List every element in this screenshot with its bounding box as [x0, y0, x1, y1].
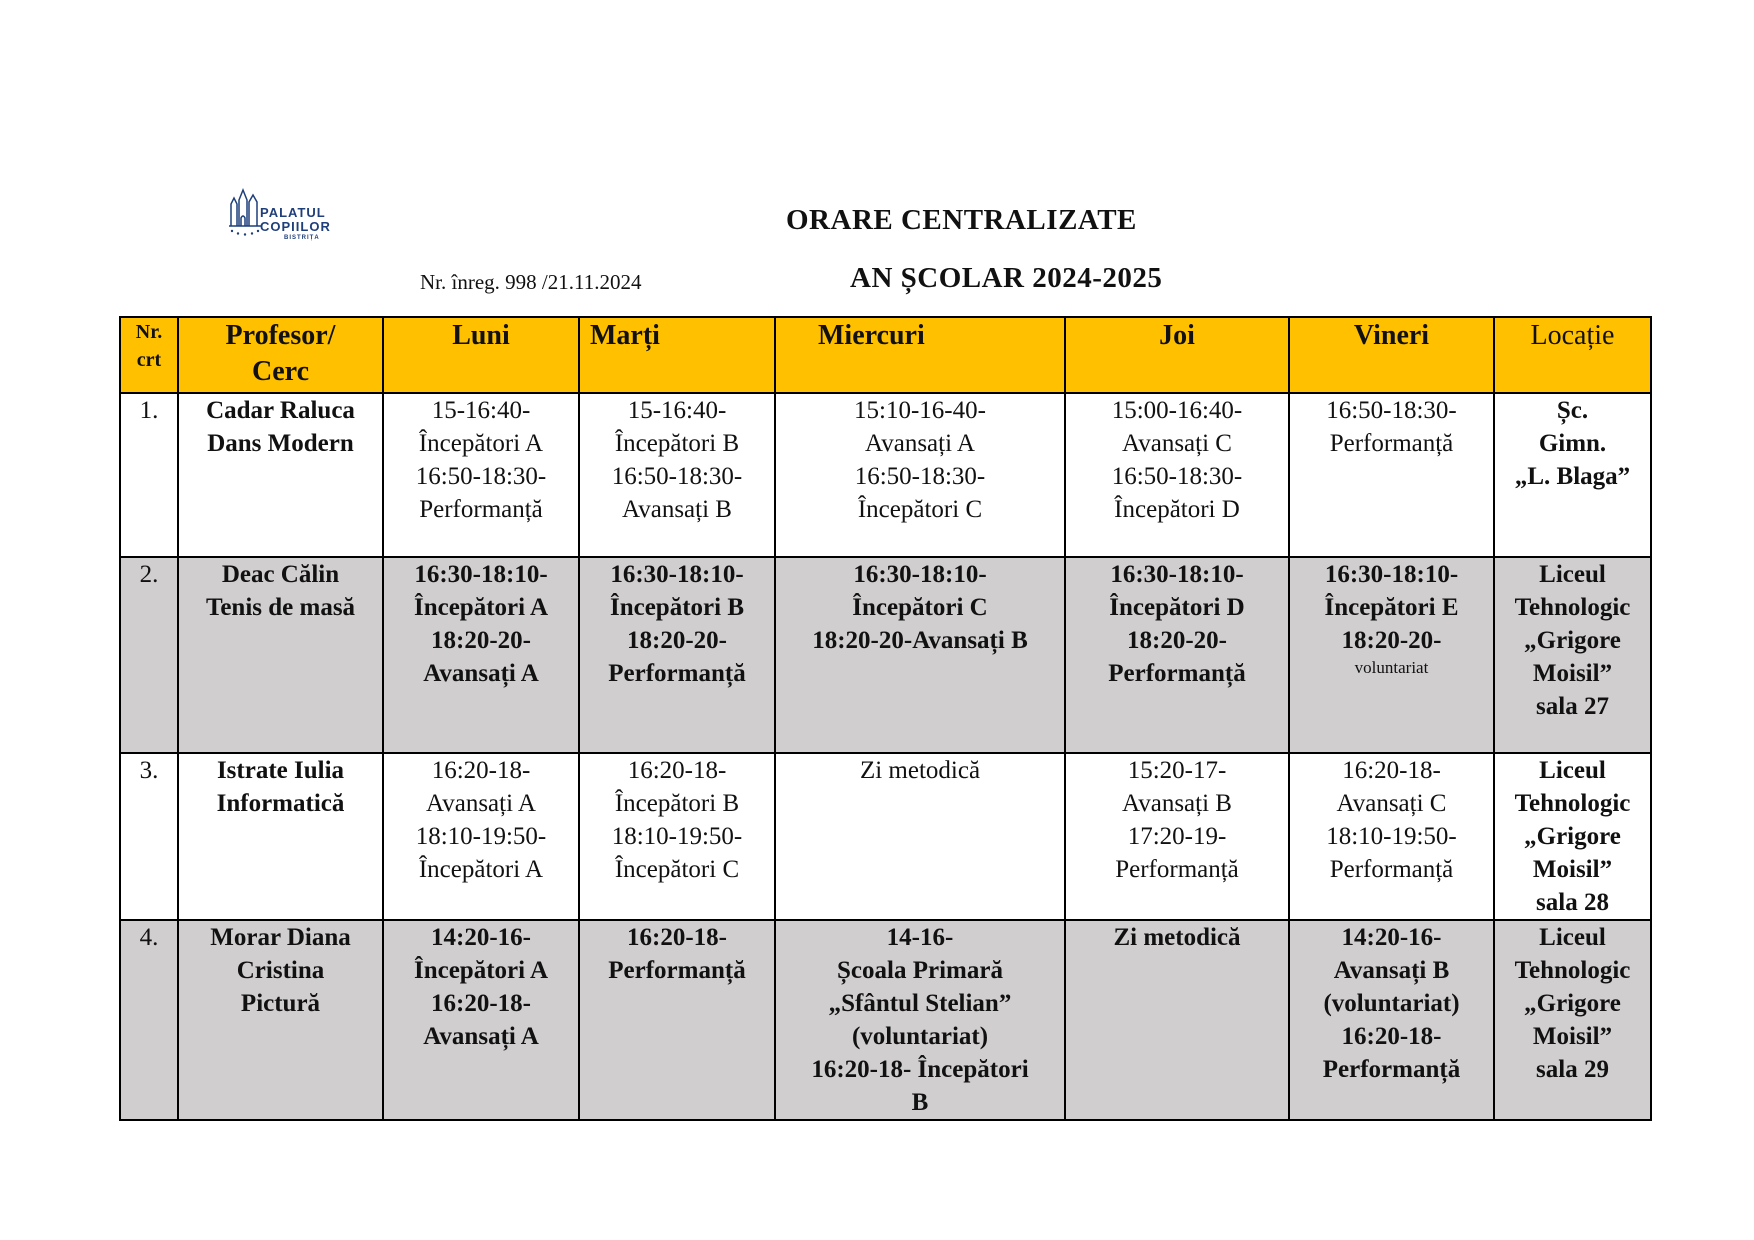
cell-professor-line: Cristina [236, 957, 325, 984]
cell-fri-line: 18:20-20- [1341, 627, 1442, 654]
cell-mon-line: 18:10-19:50- [415, 823, 547, 850]
col-header-nr-line2: crt [136, 349, 162, 371]
cell-fri [1289, 920, 1494, 1120]
cell-thu-line: Începători D [1109, 594, 1245, 621]
cell-tue [579, 753, 775, 920]
cell-location-line: „Grigore [1524, 823, 1621, 850]
cell-tue [579, 920, 775, 1120]
cell-mon-line: 16:30-18:10- [414, 561, 548, 588]
cell-tue-line: 16:20-18- [627, 757, 727, 784]
cell-professor-line: Dans Modern [207, 430, 354, 457]
cell-fri-line: 14:20-16- [1341, 924, 1442, 951]
cell-tue-line: 18:20-20- [627, 627, 727, 654]
cell-wed-line: 16:30-18:10- [853, 561, 987, 588]
cell-mon-line: 15-16:40- [431, 397, 531, 424]
cell-tue-line: Începători B [609, 594, 745, 621]
cell-wed-line: Școala Primară [837, 957, 1003, 984]
cell-fri [1289, 557, 1494, 753]
cell-tue-line: Avansați B [622, 496, 732, 523]
cell-professor-line: Tenis de masă [205, 594, 356, 621]
cell-fri-line: Avansați B [1333, 957, 1450, 984]
cell-location-line: Moisil” [1532, 856, 1613, 883]
cell-tue [579, 557, 775, 753]
cell-location-line: sala 29 [1536, 1056, 1609, 1083]
row-number: 4. [120, 920, 178, 1120]
cell-location-line: „Grigore [1524, 990, 1621, 1017]
cell-mon-line: 16:20-18- [431, 757, 531, 784]
cell-mon [383, 557, 579, 753]
cell-thu-line: Performanță [1108, 660, 1246, 687]
cell-location-line: Gimn. [1538, 430, 1607, 457]
cell-thu-line: Performanță [1115, 856, 1239, 883]
cell-wed-line: B [911, 1089, 929, 1116]
logo-line1: PALATUL [260, 205, 326, 220]
cell-mon-line: Începători A [418, 430, 544, 457]
cell-thu-line: Avansați C [1122, 430, 1232, 457]
cell-wed-line: „Sfântul Stelian” [828, 990, 1012, 1017]
cell-mon-line: Începători A [413, 957, 549, 984]
cell-location-line: Liceul [1539, 757, 1606, 784]
cell-professor [178, 753, 383, 920]
cell-fri-line: Începători E [1324, 594, 1459, 621]
cell-fri-line: 18:10-19:50- [1326, 823, 1457, 850]
row-number: 1. [120, 393, 178, 557]
header-row [120, 317, 1651, 393]
cell-location-line: sala 27 [1536, 693, 1609, 720]
cell-thu [1065, 753, 1289, 920]
cell-mon [383, 753, 579, 920]
cell-professor [178, 393, 383, 557]
page-subtitle: AN ȘCOLAR 2024-2025 [850, 262, 1163, 294]
cell-thu-line: 16:30-18:10- [1110, 561, 1244, 588]
table-row [120, 393, 1651, 557]
cell-mon-line: Începători A [413, 594, 549, 621]
cell-location [1494, 557, 1651, 753]
cell-fri-line: Performanță [1329, 856, 1454, 883]
col-header-nr-line1: Nr. [135, 321, 163, 343]
cell-professor-line: Cadar Raluca [206, 397, 355, 424]
cell-fri-line: Avansați C [1336, 790, 1447, 817]
cell-wed [775, 753, 1065, 920]
cell-wed-line: 16:50-18:30- [854, 463, 986, 490]
cell-tue-line: 18:10-19:50- [611, 823, 743, 850]
cell-mon-line: 16:50-18:30- [415, 463, 547, 490]
row-number: 2. [120, 557, 178, 753]
col-header-prof-line1: Profesor/ [225, 320, 336, 351]
cell-thu-line: 18:20-20- [1127, 627, 1227, 654]
cell-professor-line: Istrate Iulia [216, 757, 345, 784]
col-header-loc: Locație [1494, 317, 1651, 393]
col-header-thu: Joi [1065, 317, 1289, 393]
cell-thu-line: Zi metodică [1113, 924, 1241, 951]
table-row [120, 753, 1651, 920]
table-row [120, 920, 1651, 1120]
cell-fri-line: 16:20-18- [1341, 1023, 1442, 1050]
cell-professor-line: Informatică [216, 790, 345, 817]
col-header-mon: Luni [383, 317, 579, 393]
cell-wed-line: (voluntariat) [851, 1023, 989, 1050]
cell-tue-line: Performanță [608, 957, 746, 984]
cell-thu-line: 16:50-18:30- [1111, 463, 1243, 490]
cell-fri [1289, 393, 1494, 557]
cell-mon-line: Avansați A [426, 790, 536, 817]
cell-wed-line: 14-16- [886, 924, 954, 951]
logo [228, 186, 358, 252]
cell-mon-line: Începători A [418, 856, 544, 883]
cell-tue-line: Începători B [614, 790, 740, 817]
cell-wed-line: Începători C [857, 496, 983, 523]
cell-mon-line: 18:20-20- [431, 627, 531, 654]
col-header-wed: Miercuri [775, 317, 1065, 393]
cell-wed-line: 15:10-16-40- [854, 397, 986, 424]
schedule-table [119, 316, 1652, 1121]
cell-professor [178, 557, 383, 753]
col-header-nr [120, 317, 178, 393]
cell-tue-line: 15-16:40- [627, 397, 727, 424]
table-row [120, 557, 1651, 753]
cell-fri-line: (voluntariat) [1323, 990, 1460, 1017]
cell-professor [178, 920, 383, 1120]
cell-thu [1065, 920, 1289, 1120]
cell-professor-line: Pictură [240, 990, 321, 1017]
cell-professor-line: Morar Diana [210, 924, 351, 951]
cell-wed-line: Începători C [852, 594, 988, 621]
cell-mon [383, 920, 579, 1120]
cell-location-line: Liceul [1539, 561, 1606, 588]
cell-thu [1065, 393, 1289, 557]
cell-fri-line: 16:50-18:30- [1326, 397, 1457, 424]
cell-tue-line: 16:20-18- [627, 924, 727, 951]
cell-thu-line: 15:20-17- [1127, 757, 1227, 784]
cell-location-line: Tehnologic [1514, 957, 1631, 984]
cell-location [1494, 753, 1651, 920]
cell-fri-line: Performanță [1329, 430, 1454, 457]
cell-wed-line: 18:20-20-Avansați B [812, 627, 1028, 654]
cell-location-line: Moisil” [1532, 660, 1613, 687]
cell-location-line: „Grigore [1524, 627, 1621, 654]
registration-number: Nr. înreg. 998 /21.11.2024 [420, 270, 642, 294]
cell-location-line: Liceul [1539, 924, 1606, 951]
cell-mon-line: 16:20-18- [431, 990, 531, 1017]
cell-wed [775, 920, 1065, 1120]
cell-fri-line: Performanță [1322, 1056, 1461, 1083]
cell-location-line: Tehnologic [1514, 594, 1631, 621]
cell-wed [775, 393, 1065, 557]
cell-thu [1065, 557, 1289, 753]
cell-location-line: Șc. [1556, 397, 1589, 424]
col-header-fri: Vineri [1289, 317, 1494, 393]
cell-professor-line: Deac Călin [221, 561, 340, 588]
cell-wed-line: 16:20-18- Începători [811, 1056, 1029, 1083]
cell-tue-line: Începători B [614, 430, 740, 457]
cell-mon-line: 14:20-16- [431, 924, 531, 951]
col-header-prof [178, 317, 383, 393]
castle-icon [228, 186, 262, 236]
cell-tue-line: 16:50-18:30- [611, 463, 743, 490]
cell-location [1494, 920, 1651, 1120]
cell-mon-line: Performanță [419, 496, 543, 523]
cell-thu-line: 15:00-16:40- [1111, 397, 1243, 424]
cell-thu-line: 17:20-19- [1127, 823, 1227, 850]
cell-fri-line: 16:20-18- [1342, 757, 1441, 784]
cell-fri [1289, 753, 1494, 920]
cell-wed-line: Avansați A [865, 430, 975, 457]
cell-location-line: Tehnologic [1514, 790, 1631, 817]
cell-fri-line: 16:30-18:10- [1324, 561, 1459, 588]
page-title: ORARE CENTRALIZATE [786, 204, 1137, 236]
cell-mon-line: Avansați A [423, 1023, 539, 1050]
col-header-prof-line2: Cerc [252, 356, 309, 387]
col-header-tue: Marți [579, 317, 775, 393]
cell-mon-line: Avansați A [423, 660, 539, 687]
cell-tue [579, 393, 775, 557]
cell-wed [775, 557, 1065, 753]
cell-tue-line: Începători C [614, 856, 740, 883]
cell-location [1494, 393, 1651, 557]
cell-location-line: Moisil” [1532, 1023, 1613, 1050]
cell-wed-line: Zi metodică [859, 757, 981, 784]
cell-tue-line: Performanță [608, 660, 746, 687]
cell-thu-line: Începători D [1114, 496, 1240, 523]
cell-location-line: sala 28 [1536, 889, 1609, 916]
cell-tue-line: 16:30-18:10- [610, 561, 744, 588]
cell-fri-note: voluntariat [1354, 658, 1429, 677]
logo-line3: BISTRIȚA [284, 235, 320, 241]
cell-thu-line: Avansați B [1122, 790, 1232, 817]
cell-location-line: „L. Blaga” [1514, 463, 1631, 490]
cell-mon [383, 393, 579, 557]
logo-line2: COPIILOR [260, 219, 331, 234]
row-number: 3. [120, 753, 178, 920]
